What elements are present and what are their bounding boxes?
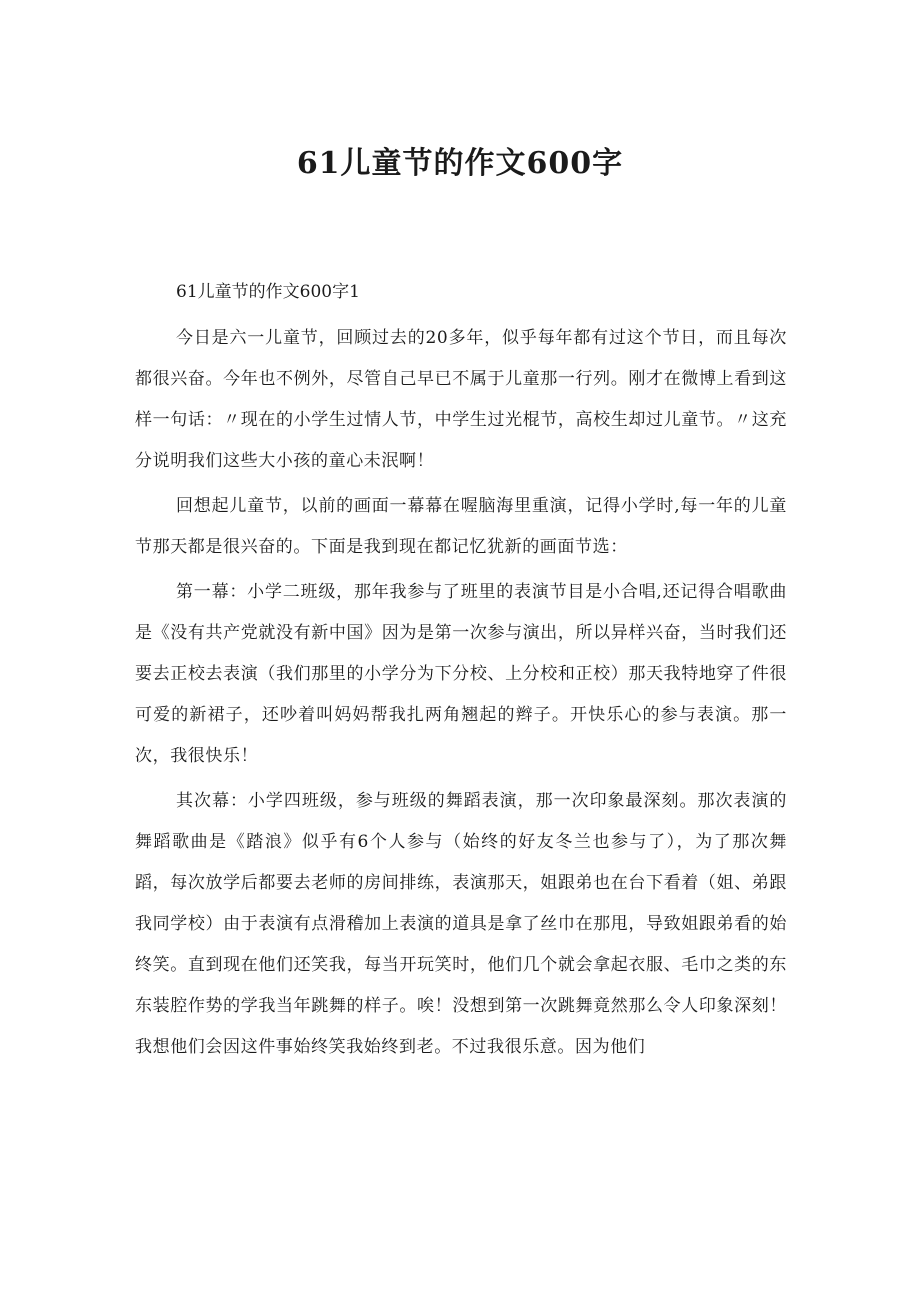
paragraph-3: 第一幕：小学二班级，那年我参与了班里的表演节目是小合唱,还记得合唱歌曲是《没有共产党就没有新中国》因为是第一次参与演出，所以异样兴奋，当时我们还要去正校去表演（我们那里的小学分为下分校、上分校和正校）那天我特地穿了件很可爱的新裙子，还吵着叫妈妈帮我扎两角翘起的辫子。开快乐心的参与表演。那一次，我很快乐！ — [135, 582, 787, 766]
document-title: 61儿童节的作文600字 — [296, 146, 624, 181]
document-body — [135, 270, 787, 1068]
section-title: 61儿童节的作文600字1 — [176, 282, 360, 302]
paragraph-2: 回想起儿童节，以前的画面一幕幕在喔脑海里重演，记得小学时,每一年的儿童节那天都是很兴奋的。下面是我到现在都记忆犹新的画面节选： — [135, 496, 787, 557]
paragraph-1: 今日是六一儿童节，回顾过去的20多年，似乎每年都有过这个节日，而且每次都很兴奋。今年也不例外，尽管自己早已不属于儿童那一行列。刚才在微博上看到这样一句话：〃现在的小学生过情人节，中学生过光棍节，高校生却过儿童节。〃这充分说明我们这些大小孩的童心未泯啊！ — [135, 328, 787, 471]
paragraph-4: 其次幕：小学四班级，参与班级的舞蹈表演，那一次印象最深刻。那次表演的舞蹈歌曲是《踏浪》似乎有6个人参与（始终的好友冬兰也参与了），为了那次舞蹈，每次放学后都要去老师的房间排练，表演那天，姐跟弟也在台下看着（姐、弟跟我同学校）由于表演有点滑稽加上表演的道具是拿了丝巾在那甩，导致姐跟弟看的始终笑。直到现在他们还笑我，每当开玩笑时，他们几个就会拿起衣服、毛巾之类的东东装腔作势的学我当年跳舞的样子。唉！没想到第一次跳舞竟然那么令人印象深刻！我想他们会因这件事始终笑我始终到老。不过我很乐意。因为他们 — [135, 791, 787, 1057]
